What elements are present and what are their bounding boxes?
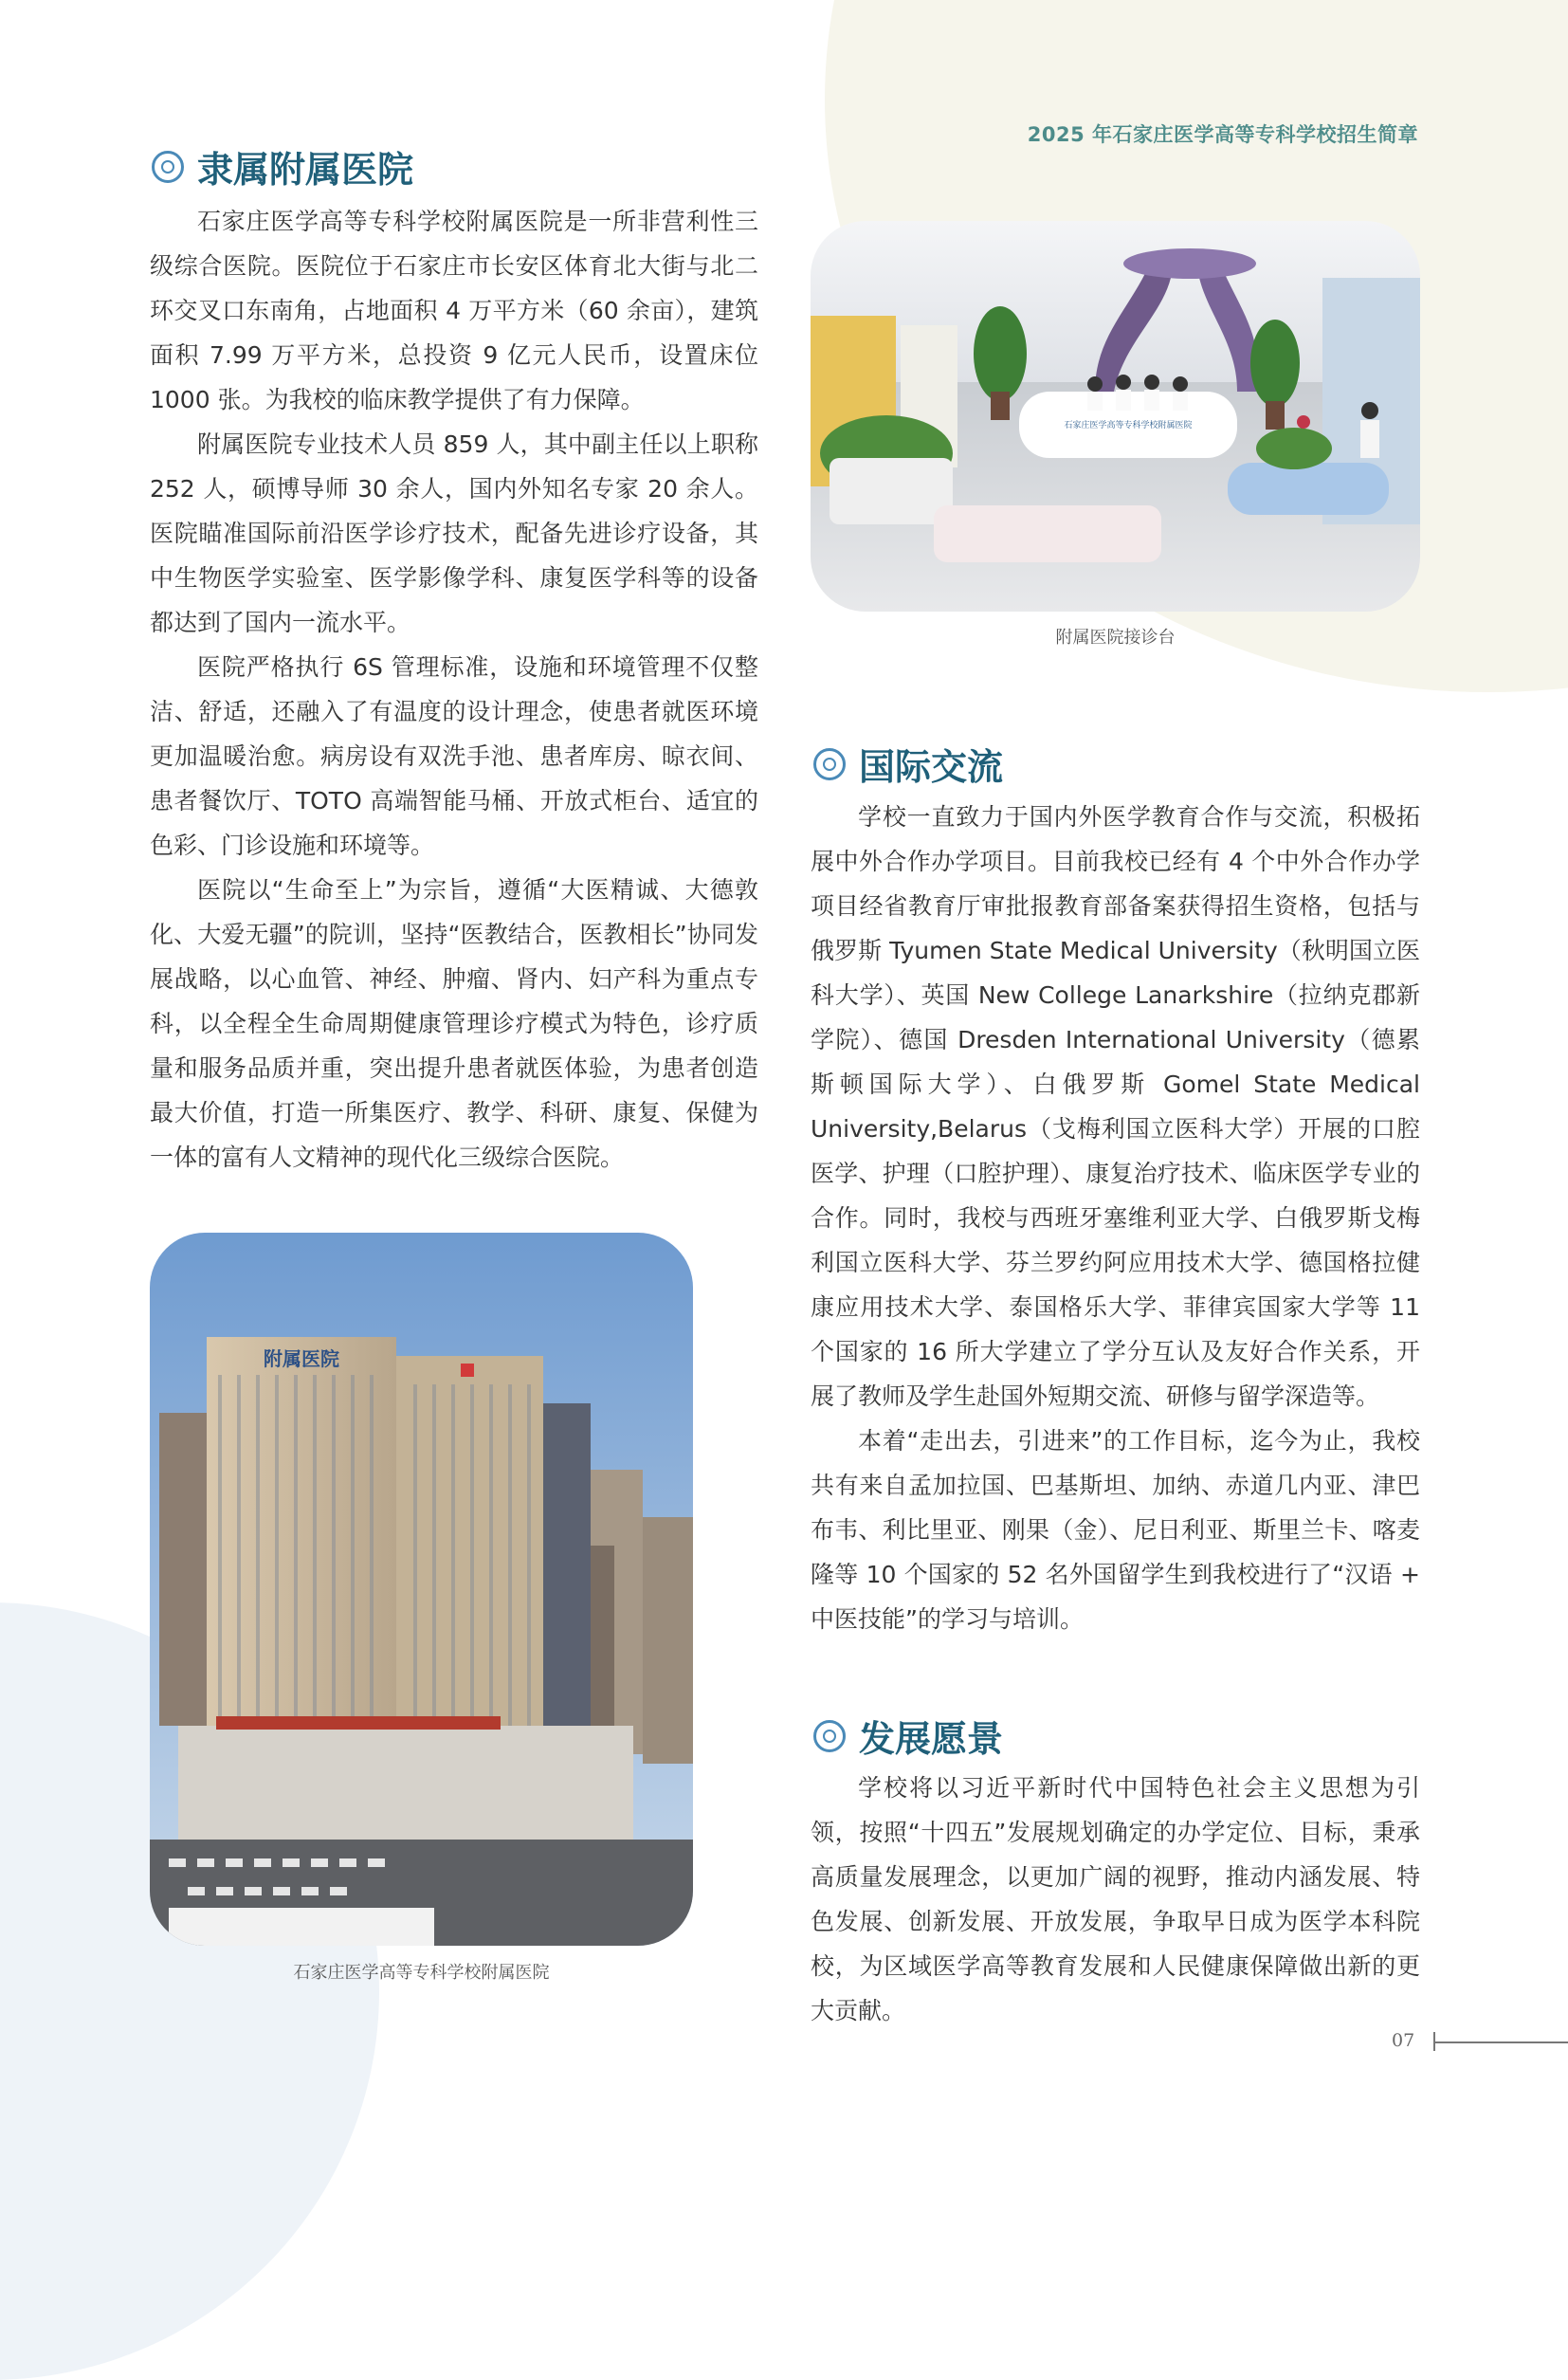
section-title-text: 国际交流 [859, 746, 1004, 788]
section-title-text: 发展愿景 [859, 1718, 1004, 1760]
reception-photo [811, 221, 1420, 612]
section-title-hospital [152, 140, 413, 192]
brochure-header: 2025 年石家庄医学高等专科学校招生简章 [1027, 123, 1418, 146]
circle-bullet-icon [813, 748, 846, 780]
reception-sign-text: 石家庄医学高等专科学校附属医院 [1064, 421, 1193, 430]
page-rule [1433, 2041, 1568, 2043]
section-title-text: 隶属附属医院 [197, 149, 414, 191]
paragraph: 医院以“生命至上”为宗旨，遵循“大医精诚、大德敦化、大爱无疆”的院训，坚持“医教结合，医教相长”协同发展战略，以心血管、神经、肿瘤、肾内、妇产科为重点专科，以全程全生命周期健康管理诊疗模式为特色，诊疗质量和服务品质并重，突出提升患者就医体验，为患者创造最大价值，打造一所集医疗、教学、科研、康复、保健为一体的富有人文精神的现代化三级综合医院。 [150, 876, 758, 1171]
circle-bullet-icon [813, 1720, 846, 1752]
paragraph: 本着“走出去，引进来”的工作目标，迄今为止，我校共有来自孟加拉国、巴基斯坦、加纳、赤道几内亚、津巴布韦、利比里亚、刚果（金）、尼日利亚、斯里兰卡、喀麦隆等 10 个国家的 52 名外国留学生到我校进行了“汉语 + 中医技能”的学习与培训。 [811, 1427, 1420, 1633]
section-title-international [813, 738, 1003, 790]
vision-text [811, 1766, 1420, 2033]
paragraph: 学校一直致力于国内外医学教育合作与交流，积极拓展中外合作办学项目。目前我校已经有 4 个中外合作办学项目经省教育厅审批报教育部备案获得招生资格，包括与俄罗斯 Tyumen State Medical University（秋明国立医科大学）、英国 New College Lanarkshire（拉纳克郡新学院）、德国 Dresden International University（德累斯顿国际大学）、白俄罗斯 Gomel State Medical University,Belarus（戈梅利国立医科大学）开展的口腔医学、护理（口腔护理）、康复治疗技术、临床医学专业的合作。同时，我校与西班牙塞维利亚大学、白俄罗斯戈梅利国立医科大学、芬兰罗约阿应用技术大学、德国格拉健康应用技术大学、泰国格乐大学、菲律宾国家大学等 11 个国家的 16 所大学建立了学分互认及友好合作关系，开展了教师及学生赴国外短期交流、研修与留学深造等。 [811, 803, 1420, 1410]
building-sign-text: 附属医院 [264, 1347, 339, 1370]
paragraph: 医院严格执行 6S 管理标准，设施和环境管理不仅整洁、舒适，还融入了有温度的设计理念，使患者就医环境更加温暖治愈。病房设有双洗手池、患者库房、晾衣间、患者餐饮厅、TOTO 高端智能马桶、开放式柜台、适宜的色彩、门诊设施和环境等。 [150, 653, 758, 859]
building-photo [150, 1233, 693, 1946]
building-caption: 石家庄医学高等专科学校附属医院 [293, 1963, 550, 1983]
reception-caption: 附属医院接诊台 [1055, 628, 1176, 648]
paragraph: 石家庄医学高等专科学校附属医院是一所非营利性三级综合医院。医院位于石家庄市长安区体育北大街与北二环交叉口东南角，占地面积 4 万平方米（60 余亩），建筑面积 7.99 万平方米，总投资 9 亿元人民币，设置床位 1000 张。为我校的临床教学提供了有力保障。 [150, 208, 758, 413]
section-title-vision [813, 1710, 1003, 1762]
paragraph: 学校将以习近平新时代中国特色社会主义思想为引领，按照“十四五”发展规划确定的办学定位、目标，秉承高质量发展理念，以更加广阔的视野，推动内涵发展、特色发展、创新发展、开放发展，争取早日成为医学本科院校，为区域医学高等教育发展和人民健康保障做出新的更大贡献。 [811, 1774, 1420, 2024]
circle-bullet-icon [152, 151, 184, 183]
paragraph: 附属医院专业技术人员 859 人，其中副主任以上职称 252 人，硕博导师 30 余人，国内外知名专家 20 余人。医院瞄准国际前沿医学诊疗技术，配备先进诊疗设备，其中生物医学实验室、医学影像学科、康复医学科等的设备都达到了国内一流水平。 [150, 430, 758, 636]
international-text [811, 795, 1420, 1641]
page-number: 07 [1392, 2030, 1415, 2051]
hospital-text [150, 199, 758, 1180]
